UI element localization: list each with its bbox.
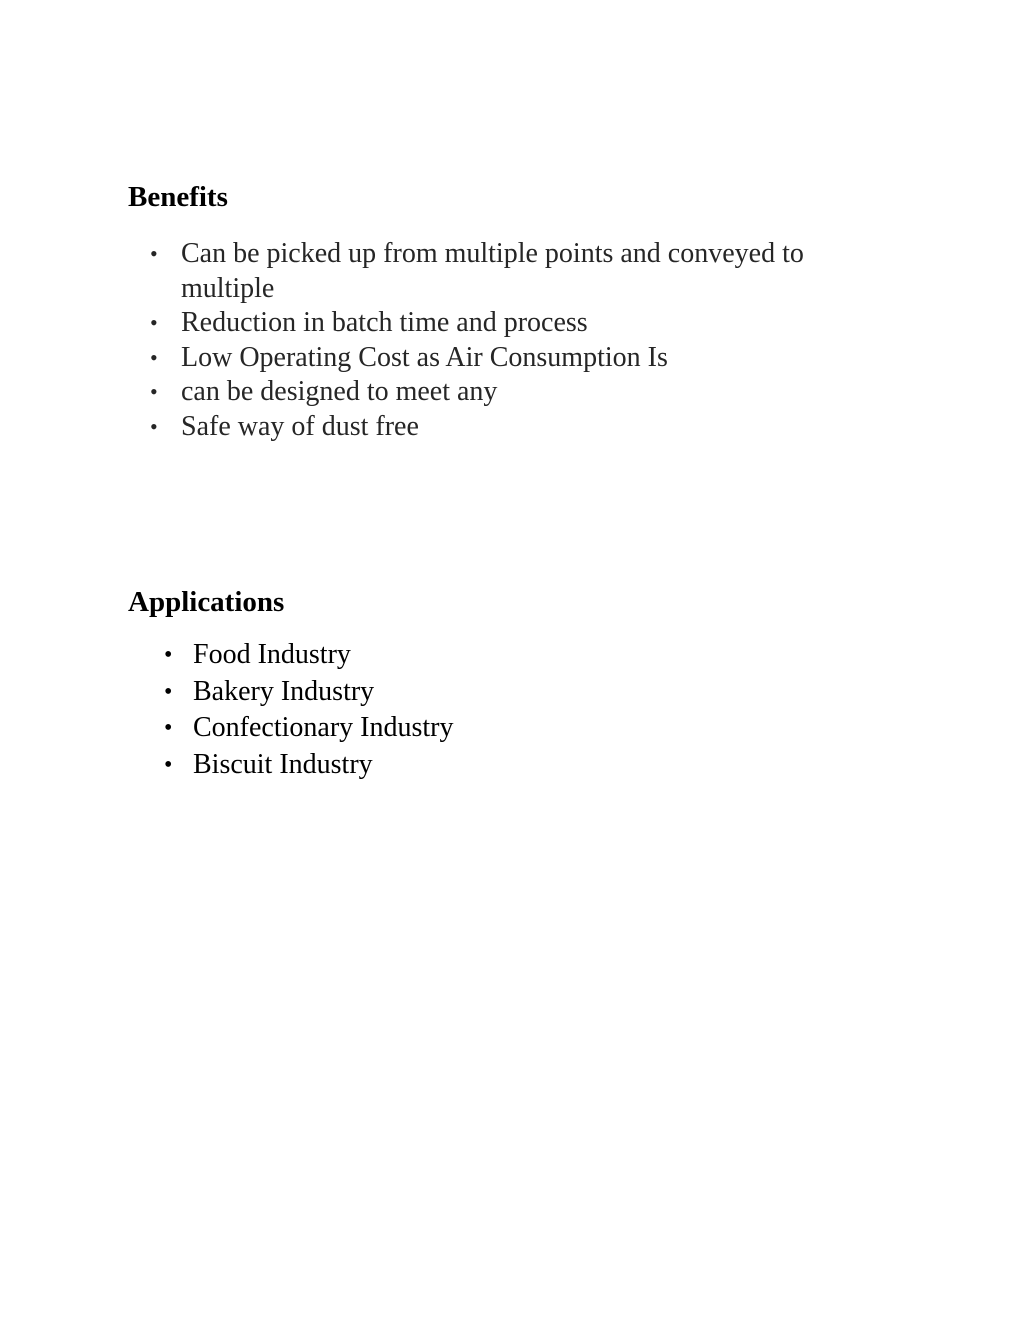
list-item [150, 375, 881, 410]
bullet-icon: • [150, 413, 158, 439]
list-item [150, 237, 881, 306]
list-item-text: Biscuit Industry [193, 749, 373, 781]
list-item [150, 410, 881, 445]
bullet-icon: • [150, 310, 158, 336]
list-item-text: Reduction in batch time and process [181, 307, 588, 339]
benefits-list [150, 237, 881, 445]
list-item-text: Safe way of dust free [181, 410, 419, 442]
list-item-text: Low Operating Cost as Air Consumption Is [181, 341, 668, 373]
list-item-text: can be designed to meet any [181, 376, 498, 408]
bullet-icon: • [164, 642, 173, 668]
bullet-icon: • [164, 715, 173, 742]
applications-heading: Applications [128, 586, 285, 618]
benefits-heading: Benefits [128, 181, 228, 213]
list-item [164, 747, 793, 784]
applications-list [164, 637, 793, 784]
list-item-text: Bakery Industry [193, 675, 375, 707]
list-item-text: Can be picked up from multiple points and conveyed to multiple [181, 238, 804, 304]
list-item-text: Food Industry [193, 639, 351, 670]
bullet-icon: • [164, 678, 173, 705]
bullet-icon: • [150, 379, 158, 405]
list-item [150, 306, 881, 341]
list-item [150, 341, 881, 376]
bullet-icon: • [164, 752, 173, 779]
list-item [164, 637, 793, 674]
bullet-icon: • [150, 241, 158, 266]
list-item-text: Confectionary Industry [193, 712, 454, 744]
list-item [164, 674, 793, 711]
bullet-icon: • [150, 344, 158, 370]
list-item [164, 710, 793, 747]
